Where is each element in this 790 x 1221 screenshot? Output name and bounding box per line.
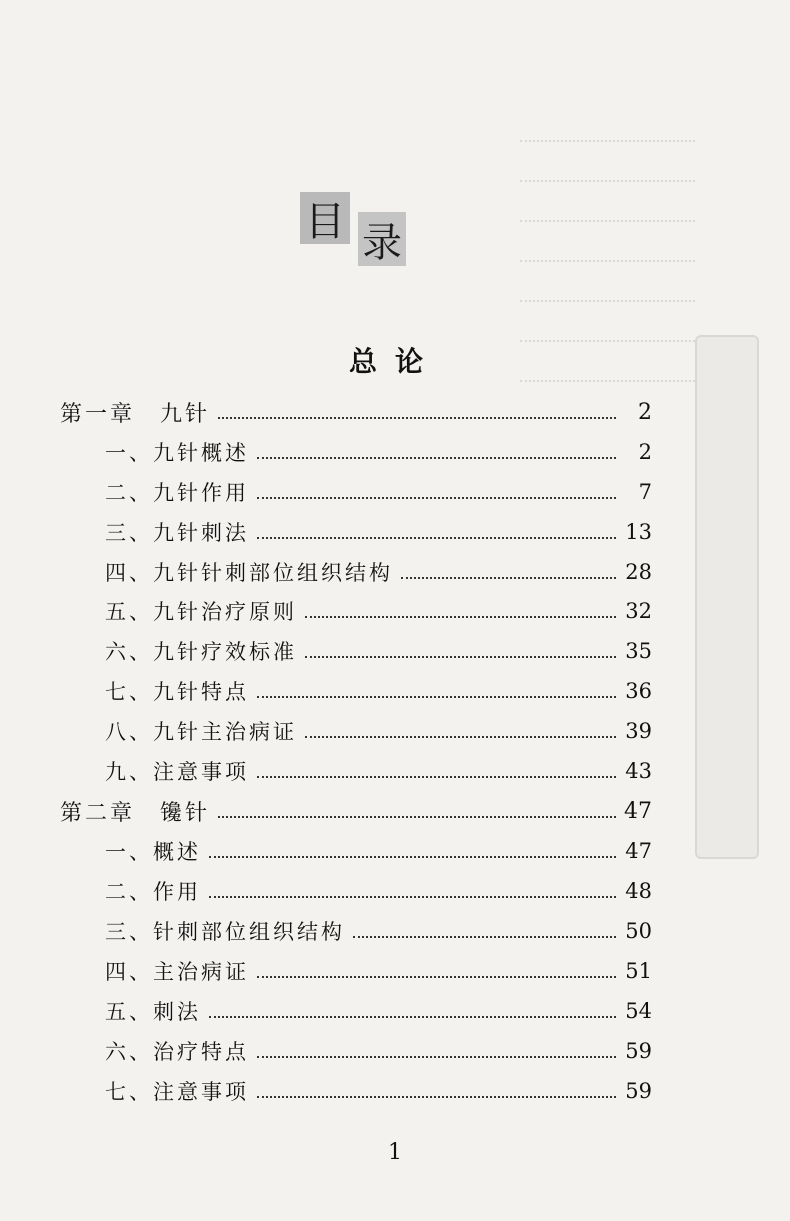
dot-leader bbox=[257, 497, 616, 499]
dot-leader bbox=[257, 1096, 616, 1098]
toc-entry-page: 47 bbox=[624, 798, 652, 824]
toc-entry[interactable] bbox=[105, 715, 652, 747]
toc-entry[interactable] bbox=[105, 835, 652, 867]
toc-entry-page: 7 bbox=[638, 480, 652, 504]
toc-entry[interactable] bbox=[105, 635, 652, 667]
toc-entry-label: 四、九针针刺部位组织结构 bbox=[105, 561, 393, 585]
toc-entry-page: 48 bbox=[625, 879, 652, 903]
toc-entry-page: 13 bbox=[625, 520, 652, 544]
toc-entry-page: 2 bbox=[638, 440, 652, 464]
dot-leader bbox=[257, 1056, 616, 1058]
toc-title-char-1: 目 bbox=[300, 192, 350, 244]
dot-leader bbox=[305, 616, 616, 618]
toc-entry-label: 八、九针主治病证 bbox=[105, 720, 297, 744]
dot-leader bbox=[257, 537, 616, 539]
toc-entry-label: 七、注意事项 bbox=[105, 1080, 249, 1104]
toc-entry-label: 九、注意事项 bbox=[105, 760, 249, 784]
toc-entry-page: 51 bbox=[625, 959, 652, 983]
toc-entry[interactable] bbox=[105, 995, 652, 1027]
dot-leader bbox=[305, 656, 616, 658]
toc-entry-page: 36 bbox=[625, 679, 652, 703]
toc-entry-label: 三、针刺部位组织结构 bbox=[105, 920, 345, 944]
dot-leader bbox=[218, 417, 616, 419]
toc-title-char-2: 录 bbox=[358, 212, 406, 266]
toc-entry-label: 五、九针治疗原则 bbox=[105, 600, 297, 624]
dot-leader bbox=[257, 976, 616, 978]
toc-entry-label: 六、治疗特点 bbox=[105, 1040, 249, 1064]
toc-entry-label: 第二章 镵针 bbox=[60, 800, 211, 826]
toc-entry-page: 54 bbox=[625, 999, 652, 1023]
toc-entry-page: 47 bbox=[625, 839, 652, 863]
dot-leader bbox=[209, 856, 616, 858]
dot-leader bbox=[209, 1016, 616, 1018]
toc-entry[interactable] bbox=[105, 556, 652, 588]
toc-entry[interactable] bbox=[105, 595, 652, 627]
toc-entry-page: 32 bbox=[625, 599, 652, 623]
dot-leader bbox=[257, 457, 616, 459]
toc-entry[interactable] bbox=[105, 516, 652, 548]
toc-entry-page: 28 bbox=[625, 560, 652, 584]
section-title: 总论 bbox=[348, 345, 441, 378]
dot-leader bbox=[353, 936, 616, 938]
toc-entry-page: 59 bbox=[625, 1039, 652, 1063]
toc-entry-page: 59 bbox=[625, 1079, 652, 1103]
toc-entry-label: 第一章 九针 bbox=[60, 401, 211, 427]
toc-entry-label: 一、概述 bbox=[105, 840, 201, 864]
toc-entry-label: 七、九针特点 bbox=[105, 680, 249, 704]
toc-entry-page: 35 bbox=[625, 639, 652, 663]
toc-entry-page: 43 bbox=[625, 759, 652, 783]
toc-entry-page: 50 bbox=[625, 919, 652, 943]
page-number: 1 bbox=[388, 1140, 402, 1165]
toc-entry-label: 三、九针刺法 bbox=[105, 521, 249, 545]
toc-entry-page: 2 bbox=[638, 399, 652, 425]
toc-entry-label: 二、九针作用 bbox=[105, 481, 249, 505]
toc-entry[interactable] bbox=[105, 755, 652, 787]
toc-entry[interactable] bbox=[105, 955, 652, 987]
toc-entry-label: 五、刺法 bbox=[105, 1000, 201, 1024]
toc-entry[interactable] bbox=[60, 396, 652, 428]
dot-leader bbox=[401, 577, 616, 579]
toc-entry-label: 六、九针疗效标准 bbox=[105, 640, 297, 664]
dot-leader bbox=[257, 696, 616, 698]
toc-entry-label: 一、九针概述 bbox=[105, 441, 249, 465]
toc-entry[interactable] bbox=[105, 1035, 652, 1067]
toc-entry[interactable] bbox=[105, 875, 652, 907]
toc-entry-label: 四、主治病证 bbox=[105, 960, 249, 984]
toc-entry[interactable] bbox=[105, 436, 652, 468]
dot-leader bbox=[305, 736, 616, 738]
toc-entry[interactable] bbox=[105, 1075, 652, 1107]
dot-leader bbox=[209, 896, 616, 898]
toc-entry-page: 39 bbox=[625, 719, 652, 743]
toc-entry[interactable] bbox=[60, 795, 652, 827]
toc-entry[interactable] bbox=[105, 476, 652, 508]
toc-entry[interactable] bbox=[105, 915, 652, 947]
toc-entry[interactable] bbox=[105, 675, 652, 707]
toc-entry-label: 二、作用 bbox=[105, 880, 201, 904]
dot-leader bbox=[257, 776, 616, 778]
dot-leader bbox=[218, 816, 616, 818]
